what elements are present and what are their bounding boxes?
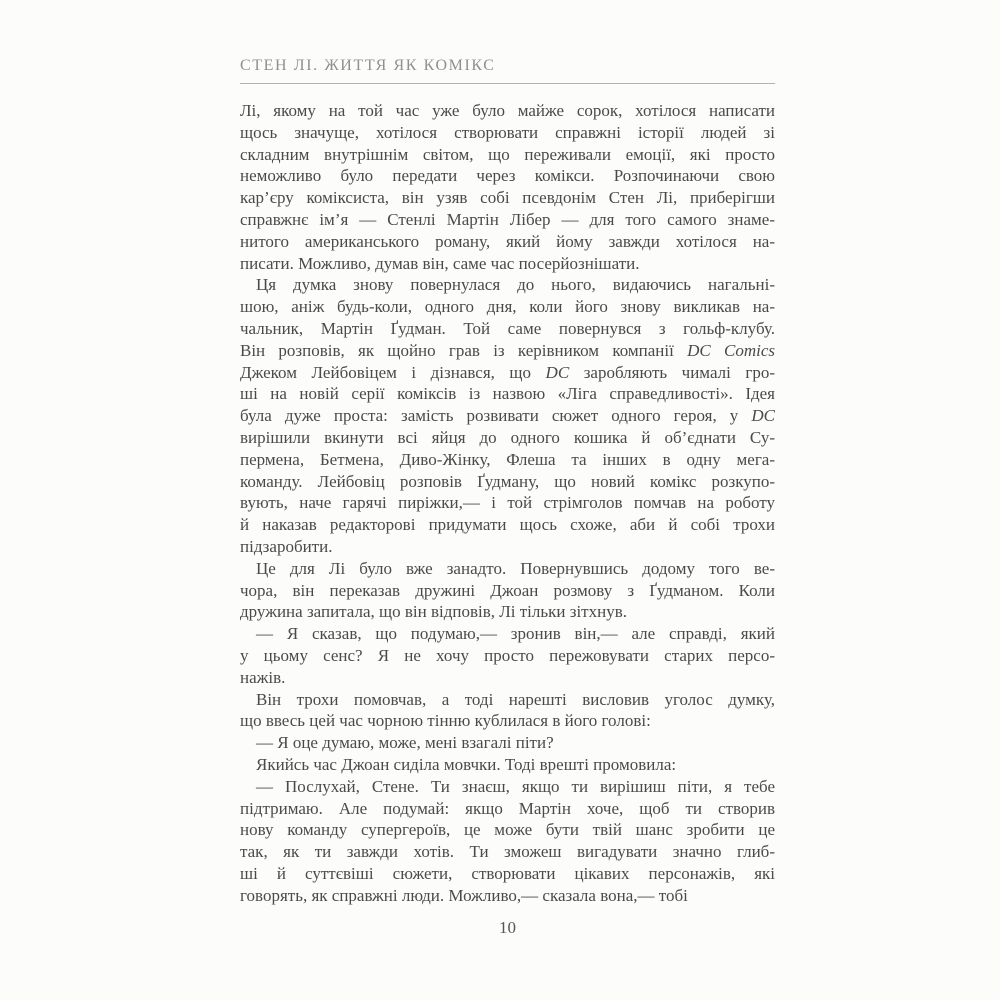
text-line: Якийсь час Джоан сиділа мовчки. Тоді врешті промовила: [256, 754, 677, 774]
text-line: шою, аніж будь-коли, одного дня, коли його знову викликав на- [240, 297, 775, 317]
text-line: у цьому сенс? Я не хочу просто пережовувати старих персо- [240, 645, 775, 665]
text-line: неможливо було передати через комікси. Розпочинаючи свою [240, 166, 775, 186]
text-line: була дуже проста: замість розвивати сюжет одного героя, у DC [240, 406, 775, 426]
text-line: нитого американського роману, який йому завжди хотілося на- [240, 231, 775, 251]
book-page [240, 0, 775, 1000]
text-line: говорять, як справжні люди. Можливо,— сказала вона,— тобі [240, 885, 688, 905]
text-line: Ця думка знову повернулася до нього, видаючись нагальні- [256, 275, 775, 295]
running-header-title: СТЕН ЛІ. ЖИТТЯ ЯК КОМІКС [240, 57, 496, 74]
paragraph [240, 274, 775, 557]
text-line: чальник, Мартін Ґудман. Той саме повернувся з гольф-клубу. [240, 318, 775, 338]
paragraph [240, 776, 775, 907]
text-line: Він трохи помовчав, а тоді нарешті висловив уголос думку, [256, 689, 775, 709]
paragraph [240, 689, 775, 733]
paragraph [240, 623, 775, 688]
text-line: — Я оце думаю, може, мені взагалі піти? [256, 733, 554, 753]
body-text [240, 100, 775, 906]
text-line: підзаробити. [240, 536, 333, 556]
text-line: чора, він переказав дружині Джоан розмову з Ґудманом. Коли [240, 580, 775, 600]
paragraph [240, 558, 775, 623]
page-number: 10 [499, 918, 516, 937]
paragraph [240, 754, 775, 776]
header-rule [240, 83, 775, 84]
text-line: нову команду супергероїв, це може бути твій шанс зробити це [240, 820, 775, 840]
text-line: так, як ти завжди хотів. Ти зможеш вигадувати значно глиб- [240, 842, 775, 862]
text-line: ші на новій серії коміксів із назвою «Ліга справедливості». Ідея [240, 384, 775, 404]
text-line: вирішили вкинути всі яйця до одного кошика й об’єднати Су- [240, 427, 775, 447]
text-line: кар’єру коміксиста, він узяв собі псевдонім Стен Лі, приберігши [240, 188, 775, 208]
text-line: пермена, Бетмена, Диво-Жінку, Флеша та інших в одну мега- [240, 449, 775, 469]
text-line: Він розповів, як щойно грав із керівником компанії DC Comics [240, 340, 775, 360]
text-line: ші й суттєвіші сюжети, створювати цікавих персонажів, які [240, 863, 775, 883]
text-line: що ввесь цей час чорною тінню кублилася в його голові: [240, 711, 651, 731]
text-line: щось значуще, хотілося створювати справжні історії людей зі [240, 122, 775, 142]
text-line: справжнє ім’я — Стенлі Мартін Лібер — для того самого знаме- [240, 209, 775, 229]
text-line: Це для Лі було вже занадто. Повернувшись додому того ве- [256, 558, 775, 578]
text-line: складним внутрішнім світом, що переживали емоції, які просто [240, 144, 775, 164]
text-line: команду. Лейбовіц розповів Ґудману, що новий комікс розкупо- [240, 471, 775, 491]
text-line: писати. Можливо, думав він, саме час посерйознішати. [240, 253, 640, 273]
text-line: Джеком Лейбовіцем і дізнався, що DC заробляють чималі гро- [240, 362, 775, 382]
paragraph [240, 732, 775, 754]
text-line: дружина запитала, що він відповів, Лі тільки зітхнув. [240, 602, 627, 622]
text-line: — Я сказав, що подумаю,— зронив він,— але справді, який [256, 624, 775, 644]
text-line: — Послухай, Стене. Ти знаєш, якщо ти вирішиш піти, я тебе [256, 776, 775, 796]
text-line: й наказав редакторові придумати щось схоже, аби й собі трохи [240, 515, 775, 535]
text-line: вують, наче гарячі пиріжки,— і той стрімголов помчав на роботу [240, 493, 775, 513]
text-line: нажів. [240, 667, 286, 687]
paragraph [240, 100, 775, 274]
text-line: підтримаю. Але подумай: якщо Мартін хоче, щоб ти створив [240, 798, 775, 818]
text-line: Лі, якому на той час уже було майже сорок, хотілося написати [240, 101, 775, 120]
